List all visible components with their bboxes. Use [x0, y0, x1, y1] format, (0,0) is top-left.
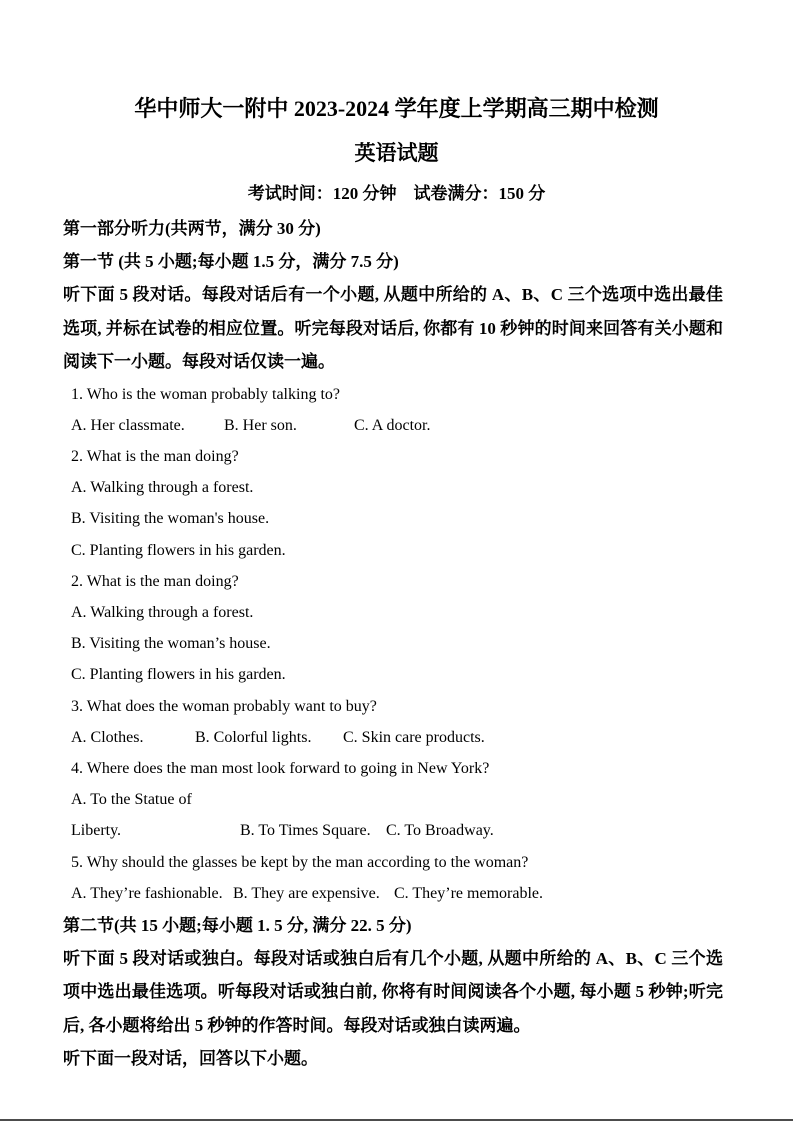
question-3-option-b: B. Colorful lights. [195, 728, 312, 746]
question-5-option-a: A. They’re fashionable. [71, 884, 223, 902]
question-5 [63, 847, 723, 909]
part1-section2-heading: 第二节(共 15 小题;每小题 1. 5 分, 满分 22. 5 分) [63, 915, 412, 935]
document-body [0, 212, 793, 1075]
question-4 [63, 753, 723, 847]
question-4-option-c: C. To Broadway. [386, 822, 494, 840]
question-4-option-b: B. To Times Square. [240, 822, 371, 840]
exam-info-line: 考试时间：120 分钟 试卷满分：150 分 [247, 184, 546, 203]
question-5-options-row [63, 878, 723, 909]
question-3-text: 3. What does the woman probably want to buy? [71, 697, 377, 715]
question-2-repeat-option-c: C. Planting flowers in his garden. [71, 666, 286, 684]
question-2-repeat-option-b: B. Visiting the woman’s house. [71, 635, 271, 653]
question-2-repeat [63, 566, 723, 691]
question-1-options-row [63, 410, 723, 441]
part1-section1-heading: 第一节 (共 5 小题;每小题 1.5 分，满分 7.5 分) [63, 252, 399, 271]
question-4-options-row [63, 784, 723, 846]
question-1 [63, 379, 723, 441]
question-3-options-row [63, 722, 723, 753]
question-2-repeat-text: 2. What is the man doing? [71, 572, 239, 590]
question-2-first-option-b: B. Visiting the woman's house. [71, 510, 270, 528]
question-5-option-c: C. They’re memorable. [394, 884, 543, 902]
question-2-first-option-c: C. Planting flowers in his garden. [71, 541, 286, 559]
dialogue-prompt: 听下面一段对话，回答以下小题。 [63, 1049, 318, 1069]
question-3-option-a: A. Clothes. [71, 728, 144, 746]
question-2-first-text: 2. What is the man doing? [71, 447, 239, 465]
part1-section1-instructions: 听下面 5 段对话。每段对话后有一个小题, 从题中所给的 A、B、C 三个选项中选出最佳选项, 并标在试卷的相应位置。听完每段对话后, 你都有 10 秒钟的时间来回答有关小题和阅读下一小题。每段对话仅读一遍。 [63, 285, 723, 371]
part1-section2-instructions: 听下面 5 段对话或独白。每段对话或独白后有几个小题, 从题中所给的 A、B、C 三个选项中选出最佳选项。听每段对话或独白前, 你将有时间阅读各个小题, 每小题 5 秒钟;听完后, 各小题将给出 5 秒钟的作答时间。每段对话或独白读两遍。 [63, 948, 723, 1035]
question-4-text: 4. Where does the man most look forward to going in New York? [71, 759, 490, 777]
question-1-option-c: C. A doctor. [354, 416, 431, 434]
document-subtitle: 英语试题 [354, 141, 439, 165]
question-5-option-b: B. They are expensive. [233, 884, 380, 902]
question-3-option-c: C. Skin care products. [343, 728, 485, 746]
question-2-repeat-option-a: A. Walking through a forest. [71, 603, 254, 621]
page-bottom-scan-edge [0, 1119, 793, 1121]
question-3 [63, 691, 723, 753]
question-2-first [63, 441, 723, 566]
question-5-text: 5. Why should the glasses be kept by the man according to the woman? [71, 853, 529, 871]
question-1-option-b: B. Her son. [224, 416, 297, 434]
question-1-option-a: A. Her classmate. [71, 416, 185, 434]
document-title: 华中师大一附中 2023-2024 学年度上学期高三期中检测 [134, 96, 659, 121]
part1-heading: 第一部分听力(共两节，满分 30 分) [63, 219, 321, 238]
question-2-first-option-a: A. Walking through a forest. [71, 479, 254, 497]
question-1-text: 1. Who is the woman probably talking to? [71, 385, 340, 403]
question-4-option-a: A. To the Statue of Liberty. [71, 791, 192, 840]
